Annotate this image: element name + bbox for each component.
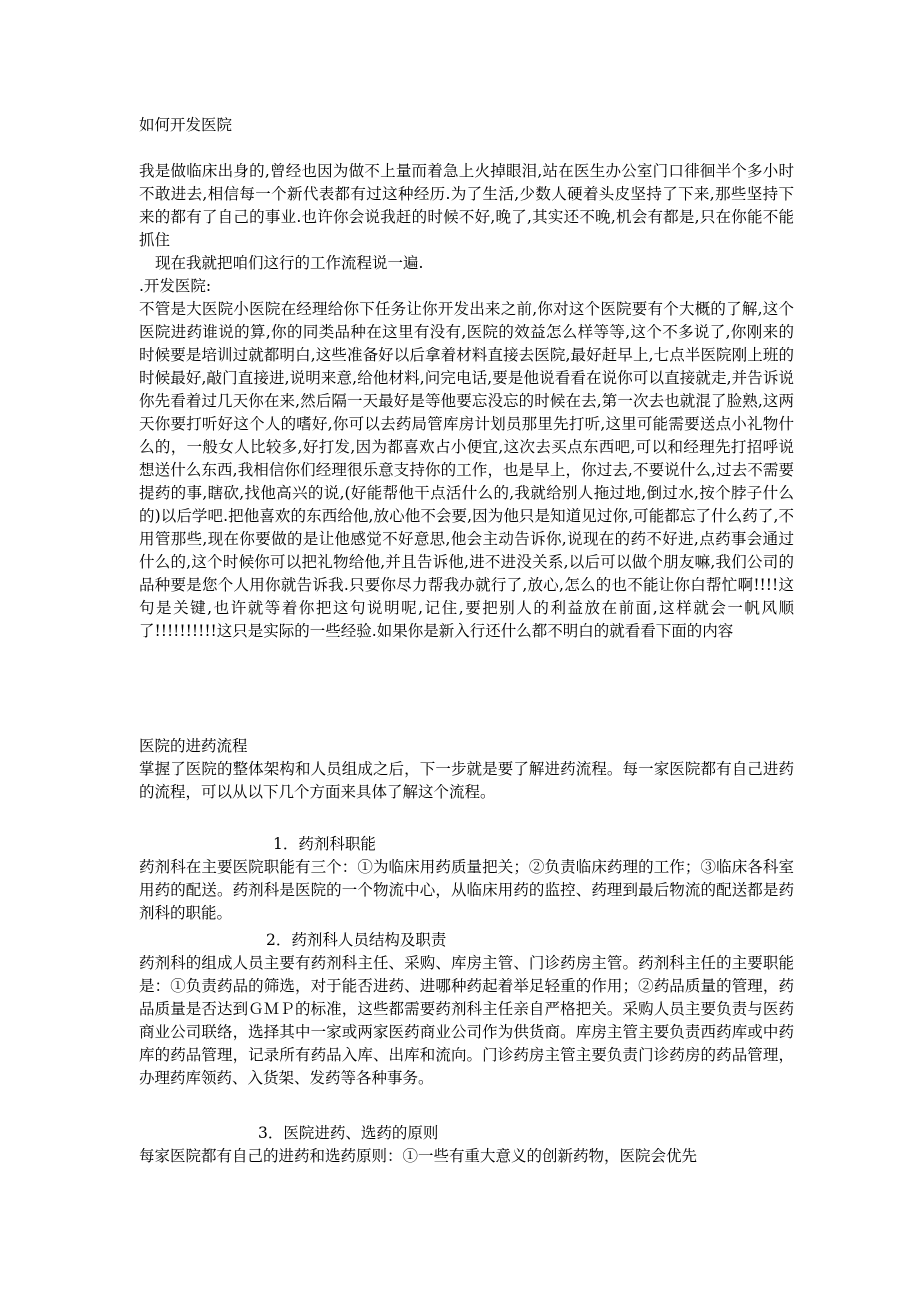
sub3-body: 每家医院都有自己的进药和选药原则：①一些有重大意义的创新药物，医院会优先 [139, 1147, 698, 1165]
sub2-title: 2．药剂科人员结构及职责 [266, 931, 447, 949]
section2-intro: 掌握了医院的整体架构和人员组成之后，下一步就是要了解进药流程。每一家医院都有自己进药的流程，可以从以下几个方面来具体了解这个流程。 [139, 760, 794, 801]
document-title: 如何开发医院 [139, 116, 233, 134]
section2-title: 医院的进药流程 [139, 737, 248, 755]
section-label: .开发医院: [139, 277, 212, 295]
sub3-title: 3．医院进药、选药的原则 [258, 1124, 439, 1142]
sub2-body: 药剂科的组成人员主要有药剂科主任、采购、库房主管、门诊药房主管。药剂科主任的主要职能是：①负责药品的筛选，对于能否进药、进哪种药起着举足轻重的作用；②药品质量的管理，药品质量是否达到ＧＭＰ的标准，这些都需要药剂科主任亲自严格把关。采购人员主要负责与医药商业公司联络，选择其中一家或两家医药商业公司作为供货商。库房主管主要负责西药库或中药库的药品管理，记录所有药品入库、出库和流向。门诊药房主管主要负责门诊药房的药品管理，办理药库领药、入货架、发药等各种事务。 [139, 954, 794, 1087]
intro-paragraph: 我是做临床出身的,曾经也因为做不上量而着急上火掉眼泪,站在医生办公室门口徘徊半个多小时不敢进去,相信每一个新代表都有过这种经历.为了生活,少数人硬着头皮坚持了下来,那些坚持下来的都有了自己的事业.也许你会说我赶的时候不好,晚了,其实还不晚,机会有都是,只在你能不能抓住 [139, 162, 794, 249]
lead-paragraph: 现在我就把咱们这行的工作流程说一遍. [155, 254, 424, 272]
sub1-title: 1．药剂科职能 [273, 835, 376, 853]
body-paragraph: 不管是大医院小医院在经理给你下任务让你开发出来之前,你对这个医院要有个大概的了解,这个医院进药谁说的算,你的同类品种在这里有没有,医院的效益怎么样等等,这个不多说了,你刚来的时候要是培训过就都明白,这些准备好以后拿着材料直接去医院,最好赶早上,七点半医院刚上班的时候最好,敲门直接进,说明来意,给他材料,问完电话,要是他说看看在说你可以直接就走,并告诉说你先看着过几天你在来,然后隔一天最好是等他要忘没忘的时候在去,第一次去也就混了脸熟,这两天你要打听好这个人的嗜好,你可以去药局管库房计划员那里先打听,这里可能需要送点小礼物什么的，一般女人比较多,好打发,因为都喜欢占小便宜,这次去买点东西吧,可以和经理先打招呼说想送什么东西,我相信你们经理很乐意支持你的工作，也是早上，你过去,不要说什么,过去不需要提药的事,瞎砍,找他高兴的说,(好能帮他干点活什么的,我就给别人拖过地,倒过水,按个脖子什么的)以后学吧.把他喜欢的东西给他,放心他不会要,因为他只是知道见过你,可能都忘了什么药了,不用管那些,现在你要做的是让他感觉不好意思,他会主动告诉你,说现在的药不好进,点药事会通过什么的,这个时候你可以把礼物给他,并且告诉他,进不进没关系,以后可以做个朋友嘛,我们公司的品种要是您个人用你就告诉我.只要你尽力帮我办就行了,放心,怎么的也不能让你白帮忙啊!!!!这句是关键,也许就等着你把这句说明呢,记住,要把别人的利益放在前面,这样就会一帆风顺了!!!!!!!!!!这只是实际的一些经验.如果你是新入行还什么都不明白的就看看下面的内容 [139, 300, 794, 640]
sub1-body: 药剂科在主要医院职能有三个：①为临床用药质量把关；②负责临床药理的工作；③临床各科室用药的配送。药剂科是医院的一个物流中心，从临床用药的监控、药理到最后物流的配送都是药剂科的职能。 [139, 858, 794, 922]
